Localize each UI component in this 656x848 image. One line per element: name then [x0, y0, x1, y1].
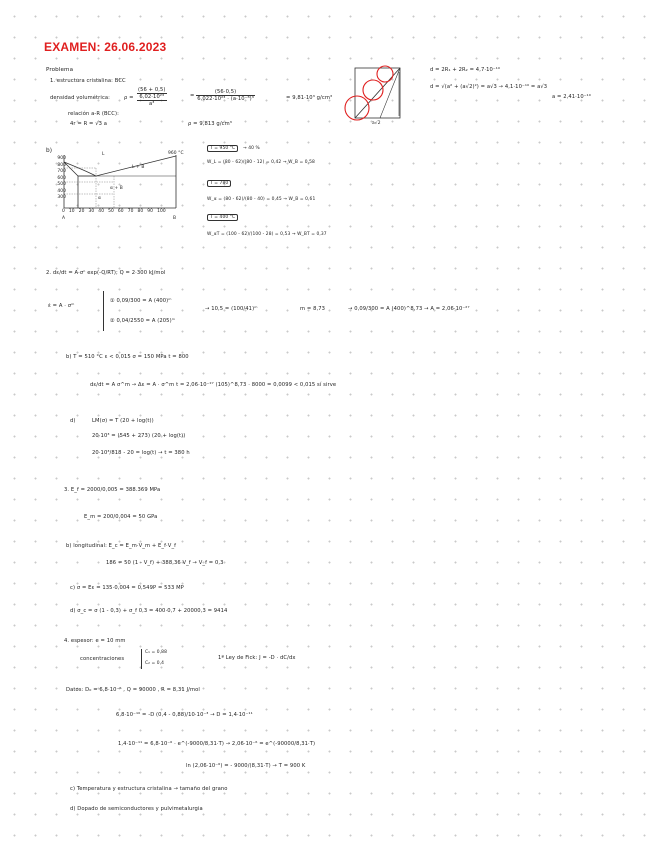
ef-eq: 3. E_f = 2000/0,005 = 388.369 MPa: [64, 487, 161, 493]
region-alpha-B: α + B: [110, 186, 123, 191]
c-answer: c) Temperatura y estructura cristalina → tamaño del grano: [70, 786, 228, 792]
lattice-param: a = 2,41·10⁻¹⁰: [552, 94, 591, 100]
concentrations-label: concentraciones: [80, 656, 125, 662]
b1-result: → 40 %: [243, 146, 260, 151]
b-conditions: b) T = 510 °C ε < 0,015 σ = 150 MPa t = 800: [66, 354, 189, 360]
density-label: densidad volumétrica:: [50, 95, 111, 101]
data-line: Datos: D₀ = 6,8·10⁻⁶ , Q = 90000 , R = 8,31 J/mol: [66, 687, 200, 693]
creep-condition-2: ② 0,04/2550 = A (205)ᵐ: [110, 318, 176, 324]
distance-eq-1: d = 2R₁ + 2R₂ = 4,7·10⁻¹⁰: [430, 67, 501, 73]
x-axis-labels: 0 10 20 30 40 50 60 70 80 90 100: [62, 209, 166, 214]
region-L-B: L + B: [132, 165, 145, 170]
creep-equation: 2. dε/dt = A·σⁿ exp(-Q/RT); Q = 2·300 kJ/mol: [46, 270, 166, 276]
conc-2: C₂ = 0,4: [145, 661, 165, 666]
a-r-relation: 4r = R = √3 a: [70, 121, 108, 127]
conc-bar: [141, 649, 142, 669]
fick-law: 1ª Ley de Fick: J = -D · dC/dx: [218, 655, 296, 661]
box-t950: T = 950 °C: [207, 145, 238, 152]
thickness: 4. espesor: e = 10 mm: [64, 638, 126, 644]
bcc-cube-diagram: [335, 58, 415, 128]
longitudinal-eq: b) longitudinal: E_c = E_m·V_m + E_f·V_f: [66, 543, 177, 549]
eq-walphat: W_αT = (100 - 62)/(100 - 28) = 0,53 → W_BT = 0,37: [207, 232, 327, 237]
rho-symbol: ρ =: [124, 95, 134, 101]
eq-walpha: W_α = (80 - 62)/(80 - 40) = 0,45 → W_B = 0,61: [207, 197, 316, 202]
page-title: EXAMEN: 26.06.2023: [44, 40, 167, 54]
m-result: m = 8,73: [300, 306, 326, 312]
vf-eq: 186 = 50 (1 - V_f) + 388,36 V_f → V_f = 0,3: [106, 560, 224, 566]
lm-eq-3: 20·10³/818 - 20 = log(t) → t = 380 h: [92, 450, 190, 456]
ratio-eq: → 10,5 = (100/41)ᵐ: [205, 306, 258, 312]
a-r-relation-label: relación a-R (BCC):: [68, 111, 119, 117]
a-result: → 0,09/300 = A (400)^8,73 → A = 2,06·10⁻²⁷: [348, 306, 470, 312]
eq-wl: W_L = (80 - 62)/(80 - 12) = 0,42 → W_B = 0,58: [207, 160, 315, 165]
x-axis-B: B: [173, 216, 177, 221]
box-t780: T = 780: [207, 180, 231, 187]
temp-top: 960 °C: [168, 151, 184, 156]
em-eq: E_m = 200/0,004 = 50 GPa: [84, 514, 158, 520]
rho-result: ρ = 9,813 g/cm³: [188, 121, 232, 127]
problem-label: Problema: [46, 67, 74, 73]
density-result: = 9,81·10³ g/cm³: [286, 95, 333, 101]
sigma-d-eq: d) σ_c = σ (1 - 0,3) + σ_f 0,3 = 400·0,7 + 20000,3 = 9414: [70, 608, 228, 614]
distance-eq-2: d = √(a² + (a√2)²) = a√3 → 4,1·10⁻¹⁰ = a√3: [430, 84, 548, 90]
lm-eq-2: 20·10³ = (545 + 273) (20 + log(t)): [92, 433, 186, 439]
crystal-structure-line: 1. estructura cristalina: BCC: [50, 78, 126, 84]
b-label: b): [46, 148, 53, 154]
diffusion-eq-3: ln (2,06·10⁻⁶) = - 9000/(8,31·T) → T = 900 K: [186, 763, 306, 769]
creep-model: ε̇ = A · σᵐ: [48, 303, 75, 309]
region-alpha: α: [98, 196, 101, 201]
conc-1: C₁ = 0,88: [145, 650, 167, 655]
x-axis-A: A: [62, 216, 66, 221]
d-answer: d) Dopado de semiconductores y pulvimetalurgia: [70, 806, 203, 812]
sigma-c-eq: c) σ = Eε = 135·0,004 = 0,549P = 533 MP: [70, 585, 184, 591]
b-strain-eq: dε/dt = A σ^m → Δε = A · σ^m t = 2,06·10⁻²⁷ (105)^8,73 · 8000 = 0,0099 < 0,015 sí sirve: [90, 382, 337, 388]
system-bar: [103, 291, 104, 331]
region-L: L: [102, 152, 105, 157]
cube-diagonal-label: a√2: [372, 121, 381, 126]
density-fraction-1: (56 + 0,5) 6,02·10²³ a³: [138, 87, 166, 107]
box-t400: T = 400 °C: [207, 214, 238, 221]
diffusion-eq-2: 1,4·10⁻¹¹ = 6,8·10⁻⁶ · e^(-9000/8,31·T) → 2,06·10⁻⁶ = e^(-90000/8,31·T): [118, 741, 316, 747]
diffusion-eq-1: 6,8·10⁻¹⁰ = -D (0,4 - 0,88)/10·10⁻³ → D = 1,4·10⁻¹¹: [116, 712, 253, 718]
y-axis-labels: 900 800 700 600 500 400 300: [57, 156, 66, 200]
lm-eq-1: LM(σ) = T (20 + log(t)): [92, 418, 154, 424]
density-fraction-2: = $\frac{(56\cdot 0,5)}{\text{6,022·10²³ · (a·10⁻⁸)³}}$: [190, 89, 254, 102]
d-label: d): [70, 418, 76, 424]
creep-condition-1: ① 0,09/300 = A (400)ᵐ: [110, 298, 172, 304]
